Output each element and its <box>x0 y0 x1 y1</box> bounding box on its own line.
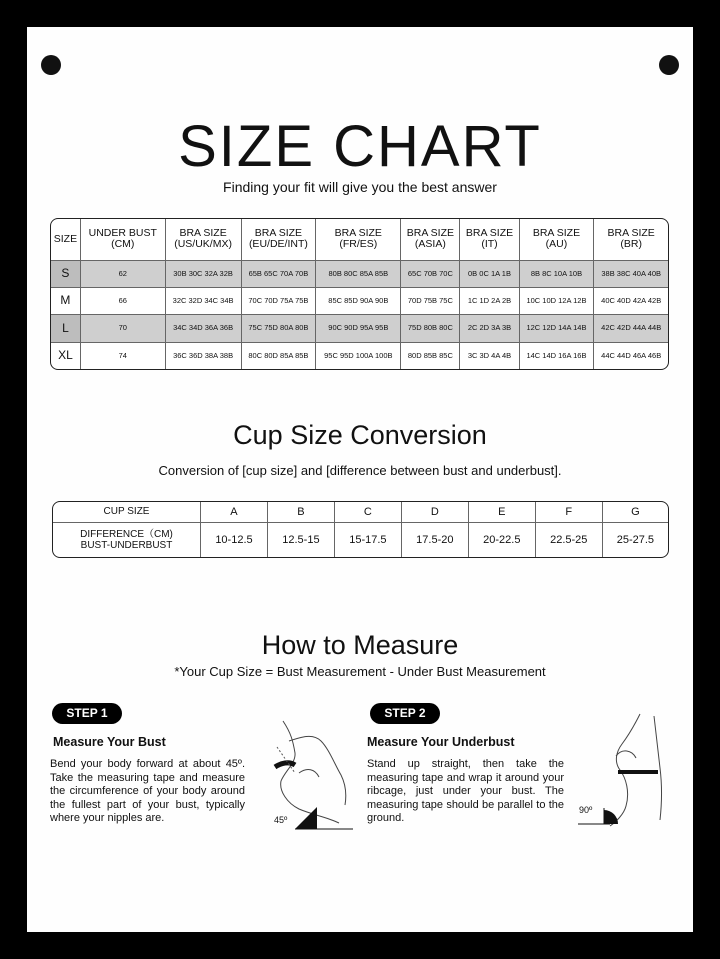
cup-cell: E <box>469 502 536 523</box>
table-cell: 74 <box>81 343 166 369</box>
size-row-s <box>51 261 668 288</box>
step-1-pill: STEP 1 <box>52 703 122 724</box>
table-cell: 62 <box>81 261 166 288</box>
angle-45-label: 45º <box>274 815 288 825</box>
cup-section-subtitle: Conversion of [cup size] and [difference between bust and underbust]. <box>158 463 562 478</box>
table-cell: 2C 2D 3A 3B <box>460 315 519 342</box>
table-cell: 80B 80C 85A 85B <box>316 261 401 288</box>
size-table-header: SIZE <box>51 219 81 261</box>
table-cell: 0B 0C 1A 1B <box>460 261 519 288</box>
table-cell: 75D 80B 80C <box>401 315 460 342</box>
size-table-header: BRA SIZE (IT) <box>460 219 519 261</box>
size-cell: M <box>51 288 81 315</box>
table-cell: 30B 30C 32A 32B <box>166 261 242 288</box>
size-cell: S <box>51 261 81 288</box>
size-table <box>50 218 669 370</box>
table-cell: 34C 34D 36A 36B <box>166 315 242 342</box>
table-cell: 32C 32D 34C 34B <box>166 288 242 315</box>
step-1-text: Bend your body forward at about 45º. Take the measuring tape and measure the circumference of your body around the fullest part of your bust, typically where your nipples are. <box>50 758 245 824</box>
difference-cell: 22.5-25 <box>536 523 603 557</box>
step-2-text: Stand up straight, then take the measuring tape and wrap it around your ribcage, just under your bust. The measuring tape should be parallel to the ground. <box>367 758 564 824</box>
size-table-header: BRA SIZE (FR/ES) <box>316 219 401 261</box>
table-cell: 14C 14D 16A 16B <box>520 343 595 369</box>
cup-cell: F <box>536 502 603 523</box>
cup-cell: A <box>201 502 268 523</box>
size-row-m <box>51 288 668 315</box>
cup-cell: D <box>402 502 469 523</box>
table-cell: 10C 10D 12A 12B <box>520 288 595 315</box>
size-table-header: BRA SIZE (EU/DE/INT) <box>242 219 317 261</box>
table-cell: 40C 40D 42A 42B <box>594 288 668 315</box>
cup-size-label: CUP SIZE <box>53 502 201 523</box>
size-cell: L <box>51 315 81 342</box>
size-cell: XL <box>51 343 81 369</box>
table-cell: 90C 90D 95A 95B <box>316 315 401 342</box>
table-cell: 36C 36D 38A 38B <box>166 343 242 369</box>
difference-label: DIFFERENCE（CM) BUST-UNDERBUST <box>53 523 201 557</box>
size-table-header: BRA SIZE (ASIA) <box>401 219 460 261</box>
table-cell: 70 <box>81 315 166 342</box>
size-table-header: UNDER BUST (CM) <box>81 219 166 261</box>
bust-measure-illustration <box>255 711 355 831</box>
difference-cell: 20-22.5 <box>469 523 536 557</box>
table-cell: 65C 70B 70C <box>401 261 460 288</box>
table-cell: 70C 70D 75A 75B <box>242 288 317 315</box>
table-cell: 3C 3D 4A 4B <box>460 343 519 369</box>
punch-hole-right <box>659 55 679 75</box>
table-cell: 80C 80D 85A 85B <box>242 343 317 369</box>
measure-section-title: How to Measure <box>261 630 459 660</box>
step-1-heading: Measure Your Bust <box>53 735 166 749</box>
step-2-heading: Measure Your Underbust <box>367 735 515 749</box>
table-cell: 42C 42D 44A 44B <box>594 315 668 342</box>
table-cell: 95C 95D 100A 100B <box>316 343 401 369</box>
measure-formula: *Your Cup Size = Bust Measurement - Under Bust Measurement <box>174 664 546 679</box>
cup-size-row <box>53 502 668 523</box>
table-cell: 65B 65C 70A 70B <box>242 261 317 288</box>
page-subtitle: Finding your fit will give you the best answer <box>223 179 497 195</box>
table-cell: 85C 85D 90A 90B <box>316 288 401 315</box>
cup-cell: C <box>335 502 402 523</box>
table-cell: 66 <box>81 288 166 315</box>
table-cell: 75C 75D 80A 80B <box>242 315 317 342</box>
table-cell: 1C 1D 2A 2B <box>460 288 519 315</box>
cup-cell: G <box>603 502 668 523</box>
size-row-l <box>51 315 668 342</box>
difference-cell: 25-27.5 <box>616 533 655 546</box>
table-cell: 80D 85B 85C <box>401 343 460 369</box>
difference-row <box>53 523 668 557</box>
size-chart-sheet <box>27 27 693 932</box>
difference-cell: 17.5-20 <box>402 523 469 557</box>
cup-section-title: Cup Size Conversion <box>233 420 487 450</box>
table-cell: 12C 12D 14A 14B <box>520 315 595 342</box>
table-cell: 38B 38C 40A 40B <box>594 261 668 288</box>
table-cell: 8B 8C 10A 10B <box>520 261 595 288</box>
size-row-xl <box>51 343 668 369</box>
difference-cell: 10-12.5 <box>201 523 268 557</box>
punch-hole-left <box>41 55 61 75</box>
table-cell: 70D 75B 75C <box>401 288 460 315</box>
table-cell: 44C 44D 46A 46B <box>601 350 662 360</box>
difference-cell: 15-17.5 <box>335 523 402 557</box>
angle-90-label: 90º <box>579 805 593 815</box>
size-table-header: BRA SIZE (US/UK/MX) <box>166 219 242 261</box>
size-table-header: BRA SIZE (BR) <box>594 219 668 261</box>
difference-cell: 12.5-15 <box>268 523 335 557</box>
cup-table <box>52 501 669 558</box>
cup-cell: B <box>268 502 335 523</box>
step-2-pill: STEP 2 <box>370 703 440 724</box>
size-table-header-row <box>51 219 668 261</box>
size-table-header: BRA SIZE (AU) <box>520 219 595 261</box>
page-title: SIZE CHART <box>178 114 542 179</box>
